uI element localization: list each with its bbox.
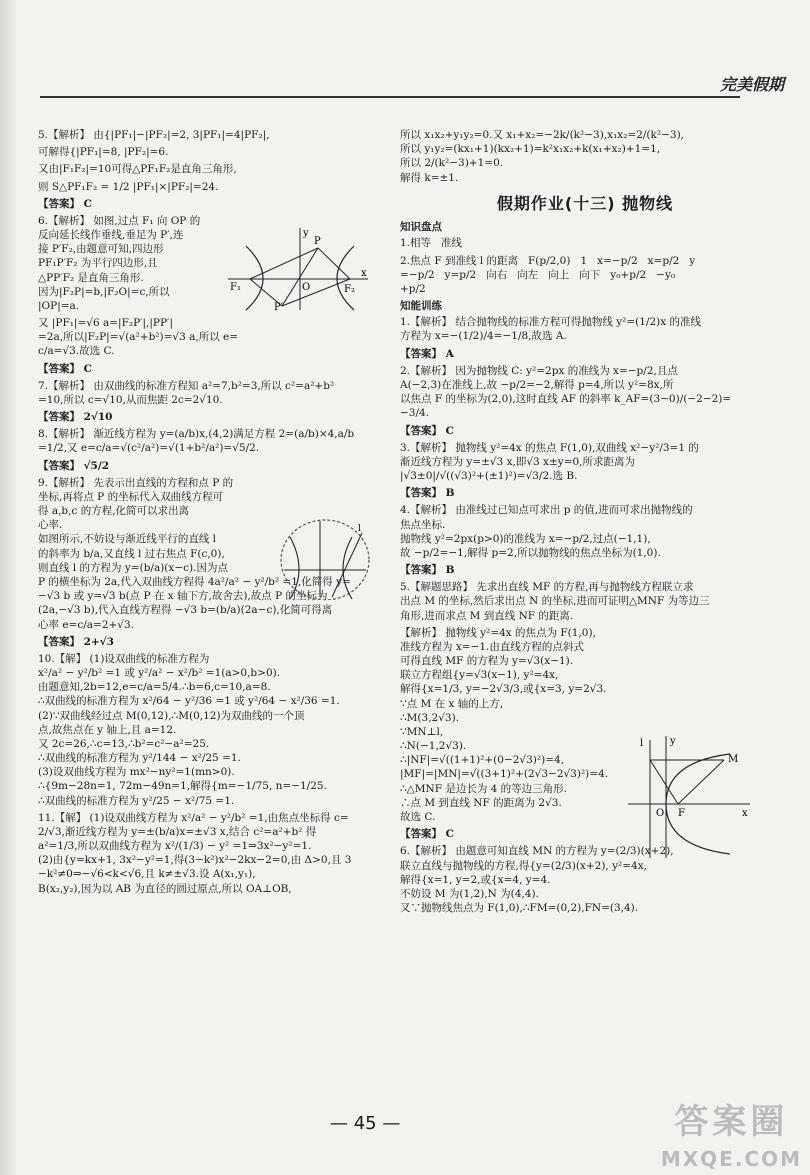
solution-paragraph: 5.【解析】 由{|PF₁|−|PF₂|=2, 3|PF₁|=4|PF₂|, — [38, 129, 270, 141]
right-branch — [337, 246, 354, 310]
label-o3: O — [656, 808, 665, 819]
hyperbola-figure — [228, 226, 370, 312]
solution-paragraph: 所以 x₁x₂+y₁y₂=0.又 x₁+x₂=−2k/(k²−3),x₁x₂=2/(k²−3), 所以 y₁y₂=(kx₁+1)(kx₂+1)=k²x₁x₂+k(x₁+x₂)+1=1, 所以 2/(k²−3)+1=0. 解得 k=±1. — [400, 129, 685, 184]
solution-paragraph: 7.【解析】 由双曲线的标准方程知 a²=7,b²=3,所以 c²=a²+b² =10,所以 c=√10,从而焦距 2c=2√10. — [38, 379, 335, 406]
answer-line: 【答案】 A — [400, 347, 454, 360]
solution-paragraph: 又由|F₁F₂|=10可得△PF₁F₂是直角三角形, — [38, 163, 237, 176]
answer-line: 【答案】 C — [38, 362, 93, 375]
book-spine — [0, 0, 16, 1175]
solution-paragraph: 则 S△PF₁F₂ = 1/2 |PF₁|×|PF₂|=24. — [38, 180, 219, 193]
segment-pf2 — [318, 248, 350, 279]
watermark-line2: MXQE.COM — [660, 1146, 802, 1171]
label-l3: l — [640, 738, 644, 749]
solution-paragraph: 6.【解析】 由题意可知直线 MN 的方程为 y=(2/3)(x+2), 联立直线与抛物线的方程,得{y=(2/3)(x+2), y²=4x, 解得{x=1, y=2,或{x=4, y=4. 不妨设 M 为(1,2),N 为(4,4). 又∵抛物线焦点为 F(1,0),∴FM=(0,2),FN=(3,4). — [400, 845, 674, 915]
answer-line: 【答案】 B — [400, 564, 455, 577]
solution-paragraph: 11.【解】 (1)设双曲线方程为 x²/a² − y²/b² =1,由焦点坐标得 c= 2/√3,渐近线方程为 y=±(b/a)x=±√3 x,结合 c²=a²+b² 得 a²=1/3,所以双曲线方程为 x²/(1/3) − y² =1⇒3x²−y²=1. (2)由{y=kx+1, 3x²−y²=1,得(3−k²)x²−2kx−2=0,由 Δ>0,且 3 −k²≠0⇒−√6<k<√6,且 k≠±√3.设 A(x₁,y₁), B(x₂,y₂),因为以 AB 为直径的圆过原点,所以 OA⊥OB, — [38, 811, 352, 895]
left-branch — [246, 246, 263, 310]
watermark-logo — [661, 1100, 802, 1173]
label-x: x — [361, 268, 367, 279]
label-y3: y — [670, 736, 676, 747]
label-o: O — [302, 282, 311, 293]
brand-logo: 完美假期 — [719, 75, 784, 94]
segment-nf — [650, 760, 678, 804]
hyperbola-line-figure — [280, 515, 370, 600]
label-f: F — [678, 808, 685, 819]
header-rule — [40, 96, 740, 98]
solution-paragraph: 8.【解析】 渐近线方程为 y=(a/b)x,(4,2)满足方程 2=(a/b)×4,a/b =1/2,又 e=c/a=√(c²/a²)=√(1+b²/a²)=√5/2. — [38, 428, 355, 455]
solution-paragraph: 4.【解析】 由准线过已知点可求出 p 的值,进而可求出抛物线的 焦点坐标. 抛物线 y²=2px(p>0)的准线为 x=−p/2,过点(−1,1), 故 −p/2=−1,解得 p=2,所以抛物线的焦点坐标为(1,0). — [400, 504, 693, 559]
answer-line: 【答案】 C — [400, 828, 455, 841]
solution-paragraph: 1.【解析】 结合抛物线的标准方程可得抛物线 y²=(1/2)x 的准线 方程为 x=−(1/2)/4=−1/8,故选 A. — [400, 316, 701, 343]
section-heading: 知识盘点 — [400, 221, 442, 234]
parabola-figure — [626, 732, 756, 862]
label-x3: x — [742, 808, 748, 819]
solution-paragraph: 2.焦点 F 到准线 l 的距离 F(p/2,0) 1 x=−p/2 x=p/2 y =−p/2 y=p/2 向右 向左 向上 向下 y₀+p/2 −y₀ +p/2 — [400, 254, 696, 295]
parabola-upper — [666, 754, 730, 804]
solution-paragraph: 10.【解】 (1)设双曲线的标准方程为 x²/a² − y²/b² =1 或 y²/a² − x²/b² =1(a>0,b>0). 由题意知,2b=12,e=c/a=5/4.∴b=6,c=10,a=8. ∴双曲线的标准方程为 x²/64 − y²/36 =1 或 y²/64 − x²/36 =1. (2)∵双曲线经过点 M(0,12),∴M(0,12)为双曲线的一个顶 点,故焦点在 y 轴上,且 a=12. 又 2c=26,∴c=13,∴b²=c²−a²=25. ∴双曲线的标准方程为 y²/144 − x²/25 =1. (3)设双曲线方程为 mx²−ny²=1(mn>0). ∴{9m−28n=1, 72m−49n=1,解得{m=−1/75, n=−1/25. ∴双曲线的标准方程为 y²/25 − x²/75 =1. — [38, 652, 340, 807]
answer-line: 【答案】 C — [400, 424, 455, 437]
label-y: y — [303, 228, 309, 239]
label-l2: l — [358, 524, 361, 534]
chapter-title: 假期作业(十三) 抛物线 — [496, 193, 674, 213]
answer-line: 【答案】 2+√3 — [38, 635, 114, 648]
answer-line: 【答案】 √5/2 — [38, 459, 110, 472]
page-number: — 45 — — [330, 1113, 401, 1134]
solution-paragraph: 6.【解析】 如图,过点 F₁ 向 OP 的 反向延长线作垂线,垂足为 P′,连 接 P′F₂,由题意可知,四边形 PF₁P′F₂ 为平行四边形,且 △PP′F₂ 是直角三角形. 因为|F₂P|=b,|F₂O|=c,所以 |OP|=a. — [38, 214, 201, 312]
solution-paragraph: 2.【解析】 因为抛物线 C: y²=2px 的准线为 x=−p/2,且点 A(−2,3)在准线上,故 −p/2=−2,解得 p=4,所以 y²=8x,所 以焦点 F 的坐标为(2,0),这时直线 AF 的斜率 k_AF=(3−0)/(−2−2)= −3/4. — [400, 364, 732, 420]
label-f1: F₁ — [230, 282, 241, 293]
solution-paragraph: 3.【解析】 抛物线 y²=4x 的焦点 F(1,0),双曲线 x²−y²/3=1 的 渐近线方程为 y=±√3 x,即√3 x±y=0,所求距离为 |√3±0|/√((√3)²+(±1)²)=√3/2.选 B. — [400, 441, 699, 483]
section-heading: 知能训练 — [400, 300, 442, 313]
solution-paragraph: 9.【解析】 先表示出直线的方程和点 P 的 坐标,再将点 P 的坐标代入双曲线方程可 得 a,b,c 的方程,化简可以求出离 心率. 如图所示,不妨设与渐近线平行的直线 l 的斜率为 b/a,又直线 l 过右焦点 F(c,0), 则直线 l 的方程为 y=(b/a)(x−c).因为点 P 的横坐标为 2a,代入双曲线方程得 4a²/a² − y²/b² =1,化简得 y= −√3 b 或 y=√3 b(点 P 在 x 轴下方,故舍去),故点 P 的坐标为 (2a,−√3 b),代入直线方程得 −√3 b=(b/a)(2a−c),化简可得离 心率 e=c/a=2+√3. — [38, 476, 351, 631]
right-top-solution — [400, 128, 770, 185]
segment-fm — [678, 760, 724, 804]
label-p: P — [314, 236, 321, 247]
answer-line: 【答案】 B — [400, 487, 455, 500]
parabola-lower — [666, 804, 730, 854]
label-f2: F₂ — [344, 284, 355, 295]
label-m: M — [728, 754, 739, 765]
answer-line: 【答案】 C — [38, 197, 93, 210]
watermark-line1: 答案圈 — [674, 1102, 789, 1142]
solution-paragraph: 1.相等 准线 — [400, 237, 463, 250]
solution-paragraph: 又 |PF₁|=√6 a=|F₂P′|,|PP′| =2a,所以|F₂P|=√(a²+b²)=√3 a,所以 e= c/a=√3.故选 C. — [38, 317, 239, 358]
scribble-mark — [281, 520, 369, 600]
branch-left2 — [290, 537, 299, 599]
solution-paragraph: 5.【解题思路】 先求出直线 MF 的方程,再与抛物线方程联立求 出点 M 的坐标,然后求出点 N 的坐标,进而可证明△MNF 为等边三 角形,进而求点 M 到直线 NF 的距离. — [400, 581, 710, 622]
solution-paragraph: 可解得{|PF₁|=8, |PF₂|=6. — [38, 146, 169, 159]
branch-right2 — [343, 537, 352, 599]
label-pp: P′ — [274, 302, 283, 312]
answer-line: 【答案】 2√10 — [38, 411, 113, 424]
solution-paragraph: 【解析】 抛物线 y²=4x 的焦点为 F(1,0), 准线方程为 x=−1.由直线方程的点斜式 可得直线 MF 的方程为 y=√3(x−1). 联立方程组{y=√3(x−1), y²=4x, 解得{x=1/3, y=−2√3/3,或{x=3, y=2√3. ∵点 M 在 x 轴的上方, ∴M(3,2√3). ∵MN⊥l, ∴N(−1,2√3). ∴|NF|=√((1+1)²+(0−2√3)²)=4, |MF|=|MN|=√((3+1)²+(2√3−2√3)²)=4. ∴△MNF 是边长为 4 的等边三角形. ∴点 M 到直线 NF 的距离为 2√3. 故选 C. — [400, 626, 609, 823]
